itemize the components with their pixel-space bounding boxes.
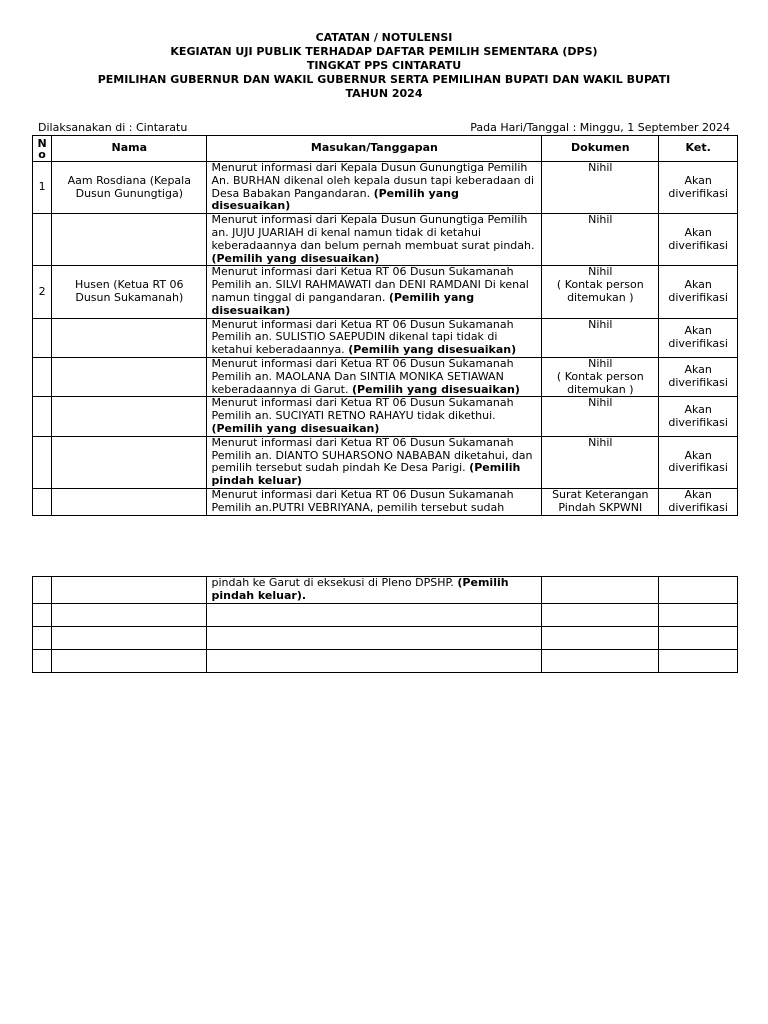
dokumen-secondary: ( Kontak person ditemukan ) bbox=[556, 369, 644, 396]
location-text: Dilaksanakan di : Cintaratu bbox=[38, 121, 188, 134]
col-masukan-header: Masukan/Tanggapan bbox=[207, 136, 542, 162]
header-title: CATATAN / NOTULENSI bbox=[315, 31, 453, 44]
dokumen-primary: Surat Keterangan Pindah SKPWNI bbox=[552, 487, 649, 514]
table-row bbox=[33, 577, 738, 604]
dokumen-primary: Nihil bbox=[588, 317, 613, 331]
row-masukan bbox=[207, 397, 542, 436]
row-masukan bbox=[207, 488, 542, 515]
date-text: Pada Hari/Tanggal : Minggu, 1 September 2024 bbox=[470, 121, 730, 134]
table-row bbox=[33, 162, 738, 214]
dokumen-secondary: ( Kontak person ditemukan ) bbox=[556, 278, 644, 304]
minutes-table-continued bbox=[32, 576, 738, 673]
masukan-note: (Pemilih pindah keluar) bbox=[211, 461, 521, 488]
row-nama bbox=[52, 318, 207, 357]
table-row bbox=[33, 626, 738, 649]
table-row bbox=[33, 488, 738, 515]
dokumen-primary: Nihil bbox=[588, 213, 613, 227]
masukan-text: Menurut informasi dari Kepala Dusun Gunungtiga Pemilih an. JUJU JUARIAH di kenal namun tidak di ketahui keberadaannya dan belum pernah membuat surat pindah. bbox=[211, 213, 535, 252]
masukan-text: Menurut informasi dari Ketua RT 06 Dusun Sukamanah Pemilih an. SULISTIO SAEPUDIN dikenal tapi tidak di ketahui keberadaannya. bbox=[211, 317, 514, 357]
masukan-text: Menurut informasi dari Ketua RT 06 Dusun Sukamanah Pemilih an.PUTRI VEBRIYANA, pemilih tersebut sudah bbox=[211, 487, 514, 514]
masukan-note: (Pemilih yang disesuaikan) bbox=[211, 421, 380, 435]
header-year: TAHUN 2024 bbox=[345, 87, 423, 100]
row-masukan bbox=[207, 318, 542, 357]
masukan-note: (Pemilih yang disesuaikan) bbox=[348, 343, 517, 357]
row-dokumen bbox=[542, 214, 659, 266]
row-dokumen bbox=[542, 266, 659, 318]
document-header bbox=[0, 31, 768, 101]
dokumen-primary: Nihil bbox=[588, 161, 613, 174]
row-dokumen bbox=[542, 357, 659, 396]
row-nama bbox=[52, 488, 207, 515]
row-number bbox=[33, 397, 52, 436]
table-row bbox=[33, 318, 738, 357]
row-number: 1 bbox=[33, 162, 52, 214]
row-masukan bbox=[207, 357, 542, 396]
col-ket-header: Ket. bbox=[659, 136, 738, 162]
header-election: PEMILIHAN GUBERNUR DAN WAKIL GUBERNUR SERTA PEMILIHAN BUPATI DAN WAKIL BUPATI bbox=[97, 73, 671, 86]
header-level: TINGKAT PPS CINTARATU bbox=[306, 59, 462, 72]
dokumen-primary: Nihil bbox=[588, 435, 613, 449]
row-number bbox=[33, 357, 52, 396]
dokumen-primary: Nihil bbox=[588, 265, 613, 279]
table-row bbox=[33, 436, 738, 488]
row-ket: Akan diverifikasi bbox=[659, 214, 738, 266]
col-dokumen-header: Dokumen bbox=[542, 136, 659, 162]
table-row bbox=[33, 397, 738, 436]
row-ket: Akan diverifikasi bbox=[659, 397, 738, 436]
table-row bbox=[33, 266, 738, 318]
row-nama bbox=[52, 214, 207, 266]
row-number bbox=[33, 436, 52, 488]
masukan-text: Menurut informasi dari Kepala Dusun Gunungtiga Pemilih An. BURHAN dikenal oleh kepala dusun tapi keberadaan di Desa Babakan Pangandaran. bbox=[211, 161, 534, 200]
row-number bbox=[33, 214, 52, 266]
row-ket: Akan diverifikasi bbox=[659, 266, 738, 318]
row-ket: Akan diverifikasi bbox=[659, 318, 738, 357]
row-masukan bbox=[207, 436, 542, 488]
row-nama bbox=[52, 436, 207, 488]
row-dokumen bbox=[542, 318, 659, 357]
masukan-note: (Pemilih yang disesuaikan) bbox=[211, 186, 459, 213]
row-nama: Aam Rosdiana (Kepala Dusun Gunungtiga) bbox=[52, 162, 207, 214]
masukan-note: (Pemilih yang disesuaikan) bbox=[351, 382, 520, 396]
table-row bbox=[33, 649, 738, 672]
dokumen-primary: Nihil bbox=[588, 396, 613, 410]
row-dokumen bbox=[542, 436, 659, 488]
header-activity: KEGIATAN UJI PUBLIK TERHADAP DAFTAR PEMILIH SEMENTARA (DPS) bbox=[170, 45, 598, 58]
masukan-cell: pindah ke Garut di eksekusi di Pleno DPSHP. (Pemilih pindah keluar). bbox=[207, 577, 542, 604]
row-nama: Husen (Ketua RT 06 Dusun Sukamanah) bbox=[52, 266, 207, 318]
row-ket: Akan diverifikasi bbox=[659, 162, 738, 214]
table-body bbox=[33, 162, 738, 516]
col-nama-header: Nama bbox=[52, 136, 207, 162]
row-number: 2 bbox=[33, 266, 52, 318]
row-masukan bbox=[207, 214, 542, 266]
dokumen-primary: Nihil bbox=[588, 356, 613, 370]
table-row bbox=[33, 214, 738, 266]
masukan-text: Menurut informasi dari Ketua RT 06 Dusun Sukamanah Pemilih an. DIANTO SUHARSONO NABABAN diketahui, dan pemilih tersebut sudah pindah Ke Desa Parigi. bbox=[211, 435, 533, 475]
row-ket: Akan diverifikasi bbox=[659, 436, 738, 488]
minutes-table bbox=[32, 135, 738, 516]
masukan-text: Menurut informasi dari Ketua RT 06 Dusun Sukamanah Pemilih an. SUCIYATI RETNO RAHAYU tidak dikethui. bbox=[211, 396, 514, 423]
masukan-text: Menurut informasi dari Ketua RT 06 Dusun Sukamanah Pemilih an. SILVI RAHMAWATI dan DENI RAMDANI Di kenal namun tinggal di pangandaran. bbox=[211, 265, 529, 304]
row-dokumen bbox=[542, 397, 659, 436]
row-number bbox=[33, 488, 52, 515]
row-masukan bbox=[207, 162, 542, 214]
row-dokumen bbox=[542, 162, 659, 214]
masukan-note: (Pemilih yang disesuaikan) bbox=[211, 251, 380, 265]
table-row bbox=[33, 603, 738, 626]
table-header-row bbox=[33, 136, 738, 162]
row-nama bbox=[52, 397, 207, 436]
row-ket: Akan diverifikasi bbox=[659, 488, 738, 515]
table-row bbox=[33, 357, 738, 396]
row-ket: Akan diverifikasi bbox=[659, 357, 738, 396]
row-nama bbox=[52, 357, 207, 396]
masukan-text: Menurut informasi dari Ketua RT 06 Dusun Sukamanah Pemilih an. MAOLANA Dan SINTIA MONIKA SETIAWAN keberadaannya di Garut. bbox=[211, 356, 514, 396]
row-number bbox=[33, 318, 52, 357]
masukan-note: (Pemilih yang disesuaikan) bbox=[211, 290, 475, 317]
row-dokumen bbox=[542, 488, 659, 515]
col-no-header: N o bbox=[33, 136, 52, 162]
row-masukan bbox=[207, 266, 542, 318]
